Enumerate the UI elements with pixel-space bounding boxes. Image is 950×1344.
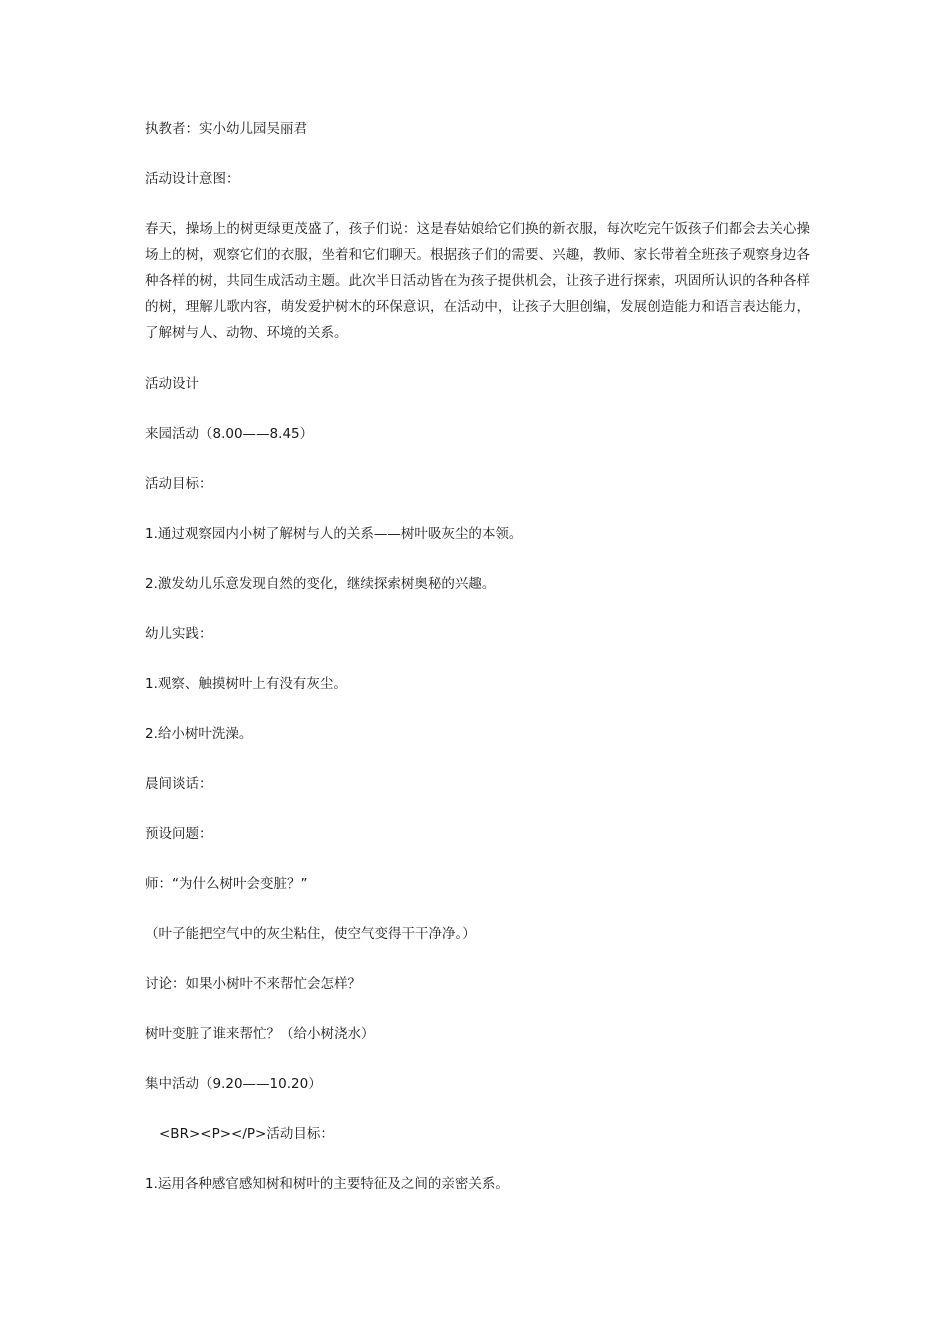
teacher-question: 师：“为什么树叶会变脏？” [145, 876, 308, 892]
section-heading-group-activity: 集中活动（9.20——10.20） [145, 1076, 322, 1092]
author-line: 执教者：实小幼儿园吴丽君 [145, 121, 307, 137]
subheading-activity-goals-2: <BR><P></P>活动目标： [159, 1126, 334, 1142]
section-heading-activity-design: 活动设计 [145, 376, 199, 392]
subheading-morning-talk: 晨间谈话： [145, 776, 213, 792]
subheading-preset-questions: 预设问题： [145, 826, 213, 842]
practice-item-2: 2.给小树叶洗澡。 [145, 726, 253, 742]
section-heading-design-intent: 活动设计意图： [145, 171, 240, 187]
section-heading-arrival-activity: 来园活动（8.00——8.45） [145, 426, 314, 442]
group-goal-item-1: 1.运用各种感官感知树和树叶的主要特征及之间的亲密关系。 [145, 1176, 509, 1192]
subheading-child-practice: 幼儿实践： [145, 626, 213, 642]
goal-item-2: 2.激发幼儿乐意发现自然的变化，继续探索树奥秘的兴趣。 [145, 576, 496, 592]
document-body [145, 118, 810, 1223]
design-intent-paragraph: 春天，操场上的树更绿更茂盛了，孩子们说：这是春姑娘给它们换的新衣服，每次吃完午饭孩子们都会去关心操场上的树，观察它们的衣服，坐着和它们聊天。根据孩子们的需要、兴趣，教师、家长带着全班孩子观察身边各种各样的树，共同生成活动主题。此次半日活动皆在为孩子提供机会，让孩子进行探索，巩固所认识的各种各样的树，理解儿歌内容，萌发爱护树木的环保意识，在活动中，让孩子大胆创编，发展创造能力和语言表达能力，了解树与人、动物、环境的关系。 [145, 221, 810, 341]
question-answer-note: （叶子能把空气中的灰尘粘住，使空气变得干干净净。） [145, 926, 476, 942]
practice-item-1: 1.观察、触摸树叶上有没有灰尘。 [145, 676, 347, 692]
discussion-question: 讨论：如果小树叶不来帮忙会怎样？ [145, 976, 361, 992]
goal-item-1: 1.通过观察园内小树了解树与人的关系——树叶吸灰尘的本领。 [145, 526, 523, 542]
subheading-activity-goals: 活动目标： [145, 476, 213, 492]
follow-up-question: 树叶变脏了谁来帮忙？（给小树浇水） [145, 1026, 375, 1042]
